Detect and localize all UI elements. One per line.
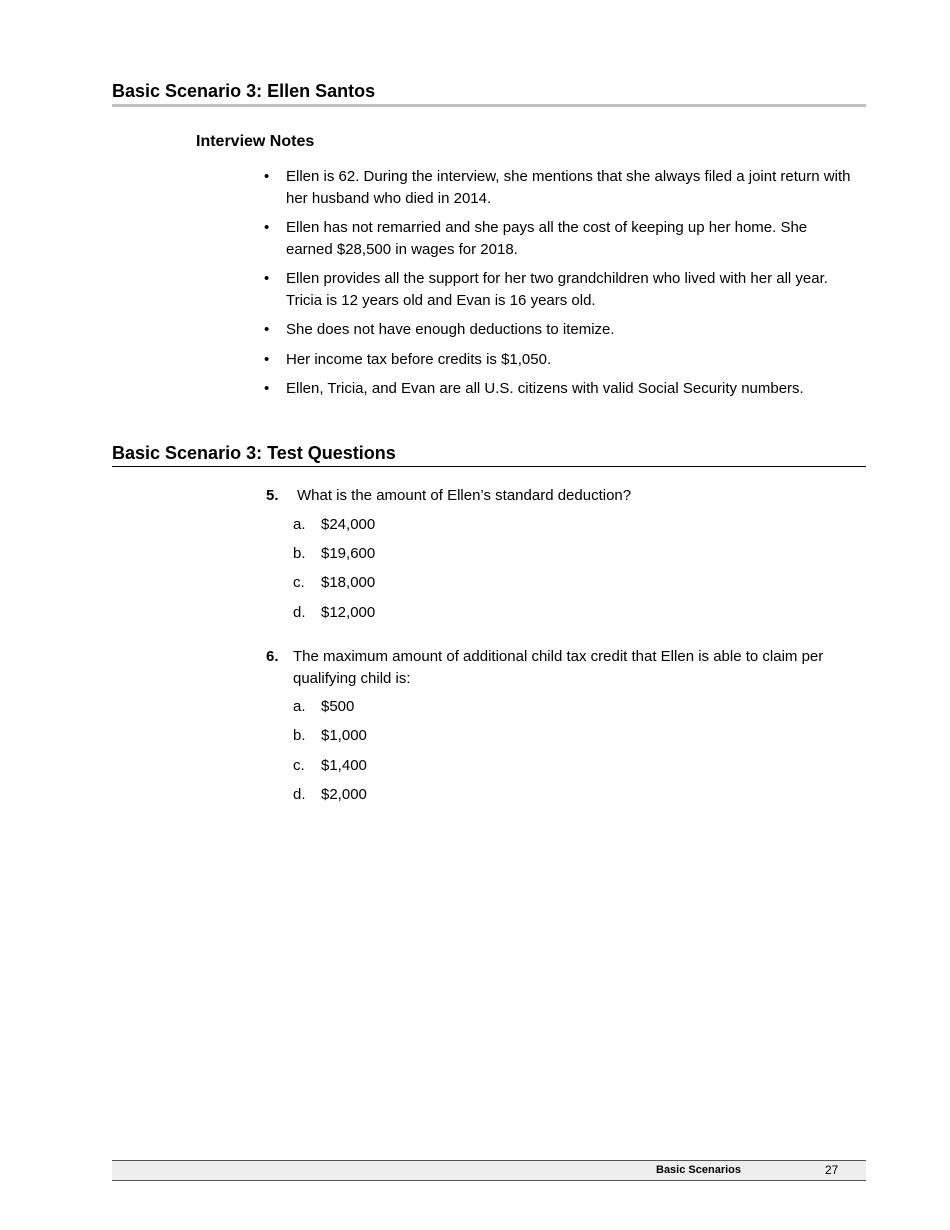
bullet-icon: • — [264, 270, 270, 287]
option-text: $12,000 — [321, 603, 376, 621]
answer-option-b[interactable] — [266, 543, 856, 565]
test-questions-title: Basic Scenario 3: Test Questions — [112, 442, 866, 467]
note-text: She does not have enough deductions to itemize. — [286, 321, 615, 338]
question-number: 6. — [266, 648, 279, 665]
option-letter: b. — [293, 727, 306, 745]
bullet-icon: • — [264, 219, 270, 236]
bullet-icon: • — [264, 168, 270, 185]
answer-option-d[interactable] — [266, 602, 856, 624]
note-text: Ellen, Tricia, and Evan are all U.S. citizens with valid Social Security numbers. — [286, 380, 804, 397]
option-text: $2,000 — [321, 786, 367, 804]
question-5 — [266, 485, 856, 631]
answer-option-a[interactable] — [266, 514, 856, 536]
note-item — [264, 166, 854, 209]
option-text: $24,000 — [321, 515, 376, 533]
answer-option-c[interactable] — [266, 572, 856, 594]
answer-option-b[interactable] — [266, 725, 856, 747]
bullet-icon: • — [264, 321, 270, 338]
option-text: $1,400 — [321, 756, 367, 774]
note-item — [264, 378, 854, 400]
question-number: 5. — [266, 487, 279, 504]
page-number: 27 — [825, 1163, 839, 1177]
option-text: $18,000 — [321, 574, 376, 592]
option-letter: d. — [293, 603, 306, 621]
question-6 — [266, 646, 856, 814]
interview-notes-heading: Interview Notes — [196, 133, 315, 150]
question-stem — [266, 646, 856, 689]
answer-options — [266, 696, 856, 806]
option-text: $500 — [321, 698, 355, 715]
note-text: Her income tax before credits is $1,050. — [286, 350, 552, 368]
note-text: Ellen has not remarried and she pays all the cost of keeping up her home. She earned $28,500 in wages for 2018. — [286, 219, 808, 258]
option-letter: a. — [293, 515, 306, 533]
question-stem — [266, 485, 856, 507]
question-text: What is the amount of Ellen’s standard deduction? — [297, 487, 632, 504]
note-item — [264, 319, 854, 341]
note-item — [264, 349, 854, 371]
bullet-icon: • — [264, 350, 270, 368]
note-item — [264, 268, 854, 311]
answer-options — [266, 514, 856, 624]
option-letter: d. — [293, 786, 306, 804]
answer-option-c[interactable] — [266, 755, 856, 777]
option-text: $1,000 — [321, 727, 367, 745]
option-letter: a. — [293, 698, 306, 715]
answer-option-a[interactable] — [266, 696, 856, 718]
scenario-title: Basic Scenario 3: Ellen Santos — [112, 80, 866, 107]
option-letter: c. — [293, 574, 305, 592]
answer-option-d[interactable] — [266, 784, 856, 806]
bullet-icon: • — [264, 380, 270, 397]
footer-section-label: Basic Scenarios — [656, 1164, 741, 1176]
option-letter: c. — [293, 756, 305, 774]
question-text: The maximum amount of additional child tax credit that Ellen is able to claim per qualifying child is: — [293, 648, 824, 687]
option-text: $19,600 — [321, 544, 376, 562]
option-letter: b. — [293, 544, 306, 562]
note-item — [264, 217, 854, 260]
page-footer — [112, 1160, 866, 1181]
interview-notes-list — [264, 166, 854, 408]
note-text: Ellen is 62. During the interview, she mentions that she always filed a joint return with her husband who died in 2014. — [286, 168, 851, 207]
note-text: Ellen provides all the support for her two grandchildren who lived with her all year. Tricia is 12 years old and Evan is 16 years old. — [286, 270, 828, 309]
